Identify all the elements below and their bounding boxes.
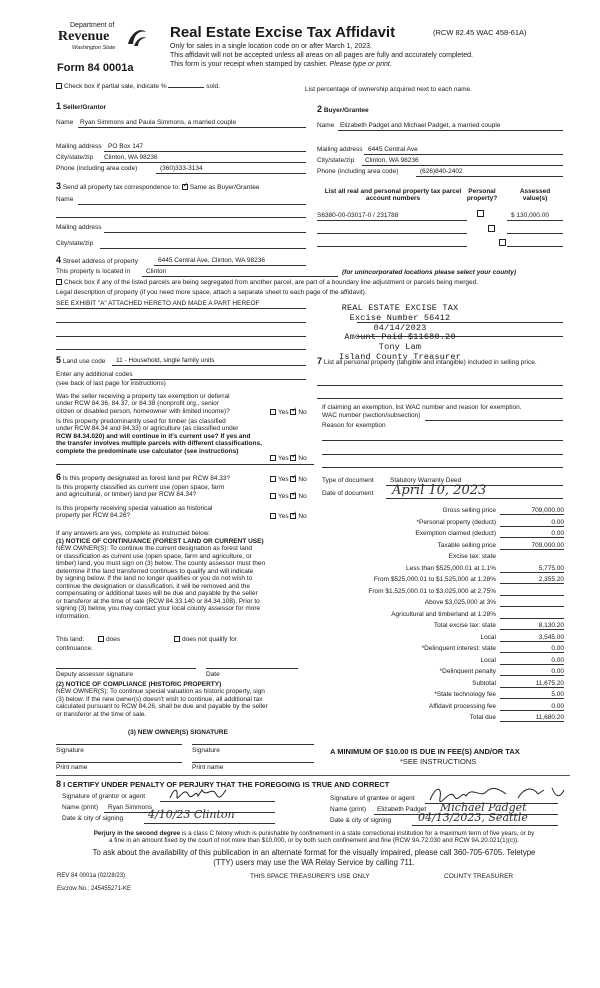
tax-row-label: From $525,000.01 to $1,525,000 at 1.28%: [373, 576, 496, 583]
buyer-city-label: City/state/zip: [317, 157, 355, 164]
forest-q1-yes-checkbox[interactable]: [270, 476, 276, 482]
deputy-sig-label: Deputy assessor signature: [56, 671, 133, 678]
tax-row-value[interactable]: [500, 599, 564, 607]
tax-row-value[interactable]: 5.00: [500, 691, 564, 699]
tax-row-value[interactable]: [500, 611, 564, 619]
header-sub1: Only for sales in a single location code on or after March 1, 2023.: [170, 43, 372, 50]
tax-row: [318, 713, 566, 725]
seller-city-label: City/state/zip: [56, 154, 94, 161]
form-number: Form 84 0001a: [57, 62, 134, 74]
corr-city-label: City/state/zip: [56, 240, 94, 247]
buyer-heading: 2 Buyer/Grantee: [317, 104, 369, 114]
tax-row: [318, 679, 566, 691]
seller-phone-label: Phone (including area code): [56, 165, 138, 172]
tax-row-value[interactable]: 0.00: [500, 657, 564, 665]
owner-print-label-2: Print name: [192, 764, 224, 771]
tax-row-label: Local: [480, 656, 496, 664]
street-address[interactable]: 6445 Central Ave, Clinton, WA 98236: [158, 257, 265, 264]
grantor-sig-label: Signature of grantor or agent: [62, 793, 146, 800]
wac-number-label: WAC number (section/subsection): [322, 412, 421, 419]
tax-row-value[interactable]: 709,000.00: [500, 542, 564, 550]
doc-type[interactable]: Statutory Warranty Deed: [390, 477, 462, 484]
tax-row: [318, 518, 566, 530]
corr-name-label: Name: [56, 196, 74, 203]
tax-row: [318, 667, 566, 679]
stamp-line2: Excise Number 56412: [349, 312, 451, 323]
grantor-date[interactable]: 4/10/23 Clinton: [148, 808, 235, 821]
tax-row: [318, 644, 566, 656]
seller-city[interactable]: Clinton, WA 98236: [104, 154, 158, 161]
segregated-checkbox[interactable]: [56, 279, 62, 285]
reason-label: Reason for exemption: [322, 422, 386, 429]
parcel-header-list: List all real and personal property tax parcel account numbers: [324, 188, 462, 203]
tax-row-label: Total due: [469, 714, 496, 721]
tax-row-value[interactable]: 0.00: [500, 530, 564, 538]
tax-row-label: *Personal property (deduct): [416, 518, 496, 526]
revenue-logo: [58, 20, 158, 60]
rev-number: REV 84 0001a (02/28/23): [57, 873, 126, 879]
seller-heading: 1 Seller/Grantor: [56, 101, 107, 111]
exemption-yes-no: Yes ✓ No: [270, 409, 307, 416]
forest-q3: Is this property receiving special valuation as historical property per RCW 84.26?: [56, 505, 213, 520]
seller-mailing-label: Mailing address: [56, 143, 102, 150]
tax-row-value[interactable]: 5,775.00: [500, 565, 564, 573]
certify-title: 8 I CERTIFY UNDER PENALTY OF PERJURY THAT THE FOREGOING IS TRUE AND CORRECT: [56, 779, 390, 789]
tax-row-value[interactable]: 709,000.00: [500, 507, 564, 515]
grantee-name[interactable]: Elizabeth Padget: [377, 806, 427, 813]
see-instructions: *SEE INSTRUCTIONS: [400, 757, 477, 766]
grantee-date[interactable]: 04/13/2023, Seattle: [418, 811, 528, 824]
tax-row: [318, 702, 566, 714]
deputy-date-label: Date: [206, 671, 220, 678]
tax-row-value[interactable]: 0.00: [500, 519, 564, 527]
tax-row-value[interactable]: 8,130.20: [500, 622, 564, 630]
stamp-line3: 04/14/2023: [373, 322, 427, 333]
grantor-name[interactable]: Ryan Simmons: [108, 804, 153, 811]
tax-row: [318, 529, 566, 541]
parcel-header-assessed: Assessed value(s): [519, 188, 551, 203]
owner-print-label-1: Print name: [56, 764, 88, 771]
timber-yes-checkbox[interactable]: [270, 455, 276, 461]
treasurer-use-only: THIS SPACE TREASURER'S USE ONLY: [250, 873, 370, 880]
seller-name[interactable]: Ryan Simmons and Paula Simmons, a married couple: [80, 119, 237, 126]
doc-date[interactable]: April 10, 2023: [392, 483, 487, 498]
tax-row-label: Exemption claimed (deduct): [415, 530, 496, 537]
personal-property-checkbox-3[interactable]: [499, 239, 506, 246]
buyer-name[interactable]: Elizabeth Padget and Michael Padget, a married couple: [340, 122, 501, 129]
grantee-name-handwritten[interactable]: Michael Padget: [440, 801, 527, 814]
tax-table: [318, 506, 566, 725]
forest-q3-yes-no: Yes ✓ No: [270, 513, 307, 520]
segregated-row: Check box if any of the listed parcels are being segregated from another parcel, are part of a boundary line adjustment or parcels being merged.: [56, 279, 478, 286]
tax-row-label: Agricultural and timberland at 1.28%: [391, 610, 496, 618]
tax-row-value[interactable]: [500, 588, 564, 596]
if-any-yes: If any answers are yes, complete as instructed below.: [56, 530, 210, 537]
tax-rows: [318, 506, 566, 725]
assessed-value-1[interactable]: $ 130,000.00: [511, 212, 549, 219]
notice-compliance: (2) NOTICE OF COMPLIANCE (HISTORIC PROPERTY) NEW OWNER(S): To continue special valuation as historic property, sign (3) below. If the new owner(s) doesn't wish to continue, all additional tax calculated pursuant to RCW 84.26, shall be due and payable by the seller or transferor at the time of sale.: [56, 681, 268, 718]
additional-codes-label: Enter any additional codes: [56, 371, 133, 378]
tax-row-label: *Delinquent penalty: [439, 668, 496, 675]
tax-row: [318, 587, 566, 599]
grantee-sig-label: Signature of grantee or agent: [330, 795, 415, 802]
revenue-swoosh-icon: [124, 26, 148, 48]
forest-q2-yes-no: Yes ✓ No: [270, 493, 307, 500]
tax-row-label: Total excise tax: state: [433, 622, 496, 629]
buyer-phone[interactable]: (626)840-2402: [420, 168, 463, 175]
parcel-number-1[interactable]: S6380-00-03017-0 / 231788: [317, 212, 399, 219]
seller-name-label: Name: [56, 119, 74, 126]
grantee-date-label: Date & city of signing: [330, 817, 392, 824]
tax-row: [318, 690, 566, 702]
stamp-line1: REAL ESTATE EXCISE TAX: [341, 303, 459, 313]
unincorporated-note: (for unincorporated locations please select your county): [342, 269, 517, 276]
tax-row: [318, 552, 566, 564]
forest-q2-no-checkbox[interactable]: [290, 493, 296, 499]
form-rcw: (RCW 82.45 WAC 458-61A): [433, 28, 527, 37]
tax-row: [318, 656, 566, 668]
buyer-phone-label: Phone (including area code): [317, 168, 399, 175]
tax-row-value[interactable]: 0.00: [500, 668, 564, 676]
does-qualify-checkbox[interactable]: [98, 636, 104, 642]
county-treasurer: COUNTY TREASURER: [444, 873, 514, 880]
dept-line1: Department of: [70, 22, 115, 29]
wac-label: If claiming an exemption, list WAC number and reason for exemption.: [322, 404, 522, 411]
new-owner-sig-title: (3) NEW OWNER(S) SIGNATURE: [128, 729, 228, 736]
percentage-instruction: List percentage of ownership acquired next to each name.: [305, 86, 472, 93]
located-in[interactable]: Clinton: [146, 268, 167, 275]
forest-q2: Is this property classified as current use (open space, farm and agricultural, or timber) land per RCW 84.34?: [56, 484, 225, 499]
tax-row: [318, 541, 566, 553]
tax-row-label: Subtotal: [472, 679, 496, 687]
escrow-number: Escrow No.: 245455271-KE: [57, 886, 132, 892]
forest-q1-yes-no: Yes ✓ No: [270, 476, 307, 483]
tax-row-label: Gross selling price: [442, 507, 496, 514]
tax-row: [318, 621, 566, 633]
same-as-buyer-checkbox[interactable]: [182, 184, 188, 190]
grantor-signature[interactable]: [168, 784, 228, 802]
continuance-label: continuance.: [56, 645, 93, 652]
timber-no-checkbox[interactable]: [290, 455, 296, 461]
tax-row: [318, 564, 566, 576]
header-sub3: This form is your receipt when stamped by cashier. Please type or print.: [170, 61, 392, 68]
stamp-line6: Island County Treasurer: [339, 351, 461, 362]
doc-type-label: Type of document: [322, 477, 374, 484]
personal-property-checkbox-1[interactable]: [477, 210, 484, 217]
tax-row-label: Taxable selling price: [437, 541, 496, 549]
stamp-line5: Tony Lam: [378, 342, 422, 353]
buyer-name-label: Name: [317, 122, 335, 129]
accessibility-notice: To ask about the availability of this publication in an alternate format for the visually impaired, please call 360-705-6705. Teletype (TTY) users may use the WA Relay Service by calling 711.: [92, 848, 536, 867]
tax-row-label: Above $3,025,000 at 3%: [424, 599, 496, 606]
tax-row-label: *State technology fee: [434, 691, 496, 698]
this-land-label: This land:: [56, 636, 85, 643]
corr-mailing-label: Mailing address: [56, 224, 102, 231]
forest-q2-yes-checkbox[interactable]: [270, 493, 276, 499]
forest-q3-no-checkbox[interactable]: [290, 513, 296, 519]
buyer-mailing-label: Mailing address: [317, 146, 363, 153]
land-use-row: 5 Land use code: [56, 355, 106, 365]
personal-property-checkbox-2[interactable]: [488, 225, 495, 232]
perjury-notice: Perjury in the second degree is a class C felony which is punishable by confinement in a state correctional institution for a maximum term of five years, or by a fine in an amount fixed by the court of not more than $10,000, or by both such confinement and fine (RCW 9A.72.030 and RCW 9A.20.021(1)(c)).: [93, 830, 535, 845]
tax-row-label: Excise tax: state: [448, 553, 496, 560]
tax-row-label: *Delinquent interest: state: [421, 645, 496, 652]
tax-row-value[interactable]: 3,545.00: [500, 634, 564, 642]
tax-row: [318, 633, 566, 645]
tax-row: [318, 575, 566, 587]
correspondence-heading: 3 Send all property tax correspondence to: ✓ Same as Buyer/Grantee: [56, 181, 259, 191]
timber-question: Is this property predominantly used for timber (as classified under RCW 84.34 and 84.33) or agriculture (as classified under RCW 84.34.020) and will continue in it's current use? If yes and the transfer involves multiple parcels with different classifications, complete the predominate use calculator (see instructions): [56, 418, 262, 455]
buyer-city[interactable]: Clinton, WA 98236: [365, 157, 419, 164]
tax-row-label: From $1,525,000.01 to $3,025,000 at 2.75%: [368, 587, 496, 595]
notice-continuance: (1) NOTICE OF CONTINUANCE (FOREST LAND OR CURRENT USE) NEW OWNER(S): To continue the current designation as forest land or classification as current use (open space, farm and agriculture, or timber) land, you must sign on (3) below. The county assessor must then determine if the land transferred continues to qualify and will indicate by signing below. If the land no longer qualifies or you do not wish to continue the designation or classification, it will be removed and the compensating or additional taxes will be due and payable by the seller or transferor at the time of sale (RCW 84.33.140 or 84.34.108). Prior to signing (3) below, you may contact your local county assessor for more information.: [56, 538, 266, 620]
timber-yes-no: Yes ✓ No: [270, 455, 307, 462]
exemption-yes-checkbox[interactable]: [270, 409, 276, 415]
street-address-row: 4 Street address of property: [56, 255, 138, 265]
exemption-no-checkbox[interactable]: [290, 409, 296, 415]
tax-row-value[interactable]: 11,675.20: [500, 680, 564, 688]
seller-phone[interactable]: (360)333-3134: [160, 165, 203, 172]
tax-row-value[interactable]: 0.00: [500, 645, 564, 653]
stamp-line4: Amount Paid $11680.20: [344, 332, 456, 343]
forest-q1-no-checkbox[interactable]: [290, 476, 296, 482]
grantor-name-label: Name (print): [62, 804, 99, 811]
doc-date-label: Date of document: [322, 490, 374, 497]
legal-desc-exhibit[interactable]: SEE EXHIBIT "A" ATTACHED HERETO AND MADE A PART HEREOF: [56, 300, 260, 307]
tax-row: [318, 506, 566, 518]
does-option: does: [98, 636, 120, 643]
exemption-question: Was the seller receiving a property tax exemption or deferral under RCW 84.36, 84.37, or 84.38 (nonprofit org., senior citizen or disabled person, homeowner with limited income)?: [56, 393, 230, 415]
dept-name: Revenue: [58, 29, 110, 44]
see-back-label: (see back of last page for instructions): [56, 380, 166, 387]
forest-q3-yes-checkbox[interactable]: [270, 513, 276, 519]
does-not-option: does not qualify for: [174, 636, 237, 643]
owner-sig-label-2: Signature: [192, 747, 220, 754]
seller-mailing[interactable]: PO Box 147: [108, 143, 144, 150]
buyer-mailing[interactable]: 6445 Central Ave: [368, 146, 418, 153]
owner-sig-label-1: Signature: [56, 747, 84, 754]
partial-sale-checkbox[interactable]: [56, 83, 62, 89]
grantor-date-label: Date & city of signing: [62, 815, 124, 822]
treasurer-stamp: [325, 304, 475, 363]
parcel-header-personal: Personal property?: [466, 188, 498, 203]
tax-row-value[interactable]: 2,355.20: [500, 576, 564, 584]
personal-property-label: 7 List all personal property (tangible and intangible) included in selling price.: [317, 356, 537, 366]
tax-row-value[interactable]: 0.00: [500, 703, 564, 711]
located-in-label: This property is located in: [56, 268, 131, 275]
tax-row-value[interactable]: 11,680.20: [500, 714, 564, 722]
tax-row: [318, 598, 566, 610]
dept-state: Washington State: [72, 45, 116, 51]
minimum-due: A MINIMUM OF $10.00 IS DUE IN FEE(S) AND/OR TAX: [330, 747, 520, 756]
legal-desc-label: Legal description of property (if you need more space, attach a separate sheet to each page of the affidavit).: [56, 289, 367, 296]
does-not-qualify-checkbox[interactable]: [174, 636, 180, 642]
tax-row-label: Less than $525,000.01 at 1.1%: [406, 564, 496, 572]
tax-row-label: Affidavit processing fee: [428, 702, 496, 710]
grantee-name-label: Name (print): [330, 806, 367, 813]
form-title: Real Estate Excise Tax Affidavit: [170, 24, 396, 41]
partial-sale-row: Check box if partial sale, indicate % sold.: [56, 83, 220, 90]
header-sub2: This affidavit will not be accepted unless all areas on all pages are fully and accurately completed.: [170, 52, 473, 59]
land-use-code[interactable]: 11 - Household, single family units: [116, 357, 215, 364]
forest-q1: 6 Is this property designated as forest land per RCW 84.33?: [56, 472, 231, 482]
tax-row-label: Local: [480, 633, 496, 641]
tax-row: [318, 610, 566, 622]
